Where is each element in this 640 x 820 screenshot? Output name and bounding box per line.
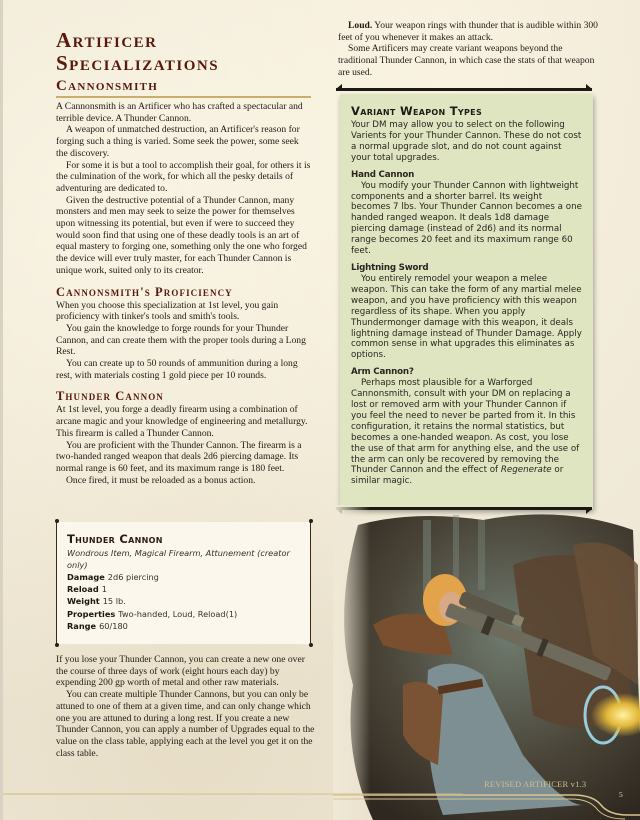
variant-name-arm-cannon: Arm Cannon? — [351, 367, 414, 378]
stat-value: Two-handed, Loud, Reload(1) — [118, 608, 238, 619]
stat-label: Reload — [67, 584, 99, 595]
stat-label: Properties — [67, 608, 116, 619]
loud-text: Your weapon rings with thunder that is audible within 300 feet of you whenever it makes an attack. — [338, 20, 598, 43]
cannonsmith-illustration — [333, 505, 640, 820]
stat-label: Damage — [67, 572, 105, 582]
section-title-cannonsmith: Cannonsmith — [56, 77, 311, 98]
thunder-cannon-stat-block — [56, 522, 311, 644]
stat-row-properties — [67, 608, 310, 620]
arm-cannon-text: Perhaps most plausible for a Warforged Cannonsmith, consult with your DM on replacing a lost or removed arm with your Thunder Cannon if you feel the need to never be parted from it. In this configuration, it retains the normal statistics, but becomes a one-handed weapon. As cost, you lose the use of that arm for anything else, and the use of the arm can only be recovered by removing the Thunder Cannon and the effect of — [351, 378, 580, 476]
heading-proficiency: Cannonsmith's Proficiency — [56, 284, 233, 299]
stat-label: Weight — [67, 596, 100, 607]
corner-pin-icon — [309, 519, 313, 523]
stat-block-subtitle: Wondrous Item, Magical Firearm, Attunement (creator only) — [67, 548, 290, 570]
corner-pin-icon — [55, 643, 59, 647]
page-number: 5 — [619, 790, 623, 799]
stat-value: 1 — [101, 584, 107, 595]
intro-paragraph: A weapon of unmatched destruction, an Artificer's reason for forging such a thing is varied. Some seek the power, some seek the discovery. — [56, 124, 300, 159]
left-column — [56, 30, 311, 486]
page-title-line2: Specializations — [56, 51, 220, 75]
thunder-cannon-paragraph: Once fired, it must be reloaded as a bonus action. — [66, 474, 256, 486]
variant-text-lightning-sword: You entirely remodel your weapon a melee weapon. This can take the form of any martial melee weapon, and you have proficiency with this weapon regardless of its shape. When you apply Thundermonger damage with this weapon, it deals lightning damage instead of Thunder Damage. Apply common sense in what upgrades this eliminates as options. — [351, 273, 582, 361]
stat-row-weight — [67, 595, 310, 607]
loud-label: Loud. — [348, 20, 373, 31]
intro-section — [56, 101, 311, 277]
note-heading: Variant Weapon Types — [351, 104, 483, 118]
thunder-cannon-paragraph: At 1st level, you forge a deadly firearm using a combination of arcane magic and your knowledge of engineering and metallurgy. This firearm is called a Thunder Cannon. — [56, 404, 308, 439]
stat-row-range — [67, 620, 310, 632]
intro-paragraph: Given the destructive potential of a Thunder Cannon, many monsters and men may seek to seize the power for themselves upon witnessing its potential, but even if were to succeed they would soon find that using one of these deadly tools is an art of equal mastery to forging one, something only the one who forged the device will ever truly master, for each Thunder Cannon is unique work, suited only to its creator. — [56, 194, 307, 276]
variant-name-lightning-sword: Lightning Sword — [351, 262, 429, 273]
footer-rule — [3, 793, 463, 795]
corner-pin-icon — [55, 519, 59, 523]
body-paragraph: If you lose your Thunder Cannon, you can create a new one over the course of three days of work (eight hours each day) by expending 200 gp worth of metal and other raw materials. — [56, 654, 305, 689]
heading-thunder-cannon: Thunder Cannon — [56, 389, 164, 404]
variant-intro-paragraph: Some Artificers may create variant weapons beyond the traditional Thunder Cannon, in which case the stats of that weapon are used. — [338, 43, 595, 78]
stat-value: 2d6 piercing — [107, 572, 159, 582]
stat-block-name: Thunder Cannon — [67, 532, 163, 546]
proficiency-paragraph: When you choose this specialization at 1st level, you gain proficiency with tinker's tools and smith's tools. — [56, 299, 279, 323]
body-paragraph: You can create multiple Thunder Cannons, but you can only be attuned to one of them at a given time, and can only change which one you are attuned to during a long rest. If you create a new Thunder Cannon, you can apply a number of Upgrades equal to the value on the class table, applying each at the level you get it on the class table. — [56, 689, 315, 759]
artwork-svg — [333, 505, 640, 820]
intro-paragraph: For some it is but a tool to accomplish their goal, for others it is the culmination of the work, for which all the pesky details of adventuring are dedicated to. — [56, 159, 311, 194]
corner-pin-icon — [309, 643, 313, 647]
note-corner-icon — [586, 84, 592, 89]
intro-paragraph: A Cannonsmith is an Artificer who has crafted a spectacular and terrible device. A Thunder Cannon. — [56, 101, 303, 124]
stat-value: 15 lb. — [102, 596, 126, 607]
proficiency-paragraph: You gain the knowledge to forge rounds for your Thunder Cannon, and can create them with the proper tools during a Long Rest. — [56, 322, 306, 358]
variant-text-arm-cannon — [351, 378, 583, 487]
variant-text-hand-cannon: You modify your Thunder Cannon with lightweight components and a shorter barrel. Its weight becomes 7 lbs. Your Thunder Cannon becomes a one handed ranged weapon. It deals 1d8 damage piercing damage (instead of 2d6) and its normal range becomes 20 feet and its maximum range 60 feet. — [351, 180, 582, 257]
after-stat-block-section — [56, 654, 318, 759]
regenerate-spell-name: Regenerate — [500, 465, 552, 476]
right-column — [338, 20, 600, 79]
stat-value: 60/180 — [99, 620, 128, 631]
arm-cannon-text-end: or similar magic. — [351, 465, 564, 487]
footer-title: REVISED ARTIFICER v1.3 — [484, 779, 587, 789]
variant-weapon-types-note — [340, 94, 593, 509]
stat-row-reload — [67, 583, 310, 595]
loud-paragraph — [338, 20, 600, 43]
proficiency-paragraph: You can create up to 50 rounds of ammunition during a long rest, with materials costing 1 gold piece per 10 rounds. — [56, 358, 298, 381]
note-corner-icon — [336, 84, 342, 89]
note-intro: Your DM may allow you to select on the following Varients for your Thunder Cannon. These do not cost a normal upgrade slot, and do not count against your total upgrades. — [351, 120, 582, 163]
variant-name-hand-cannon: Hand Cannon — [351, 169, 415, 180]
page-title-line1: Artificer — [56, 28, 158, 52]
thunder-cannon-paragraph: You are proficient with the Thunder Cannon. The firearm is a two-handed ranged weapon that deals 2d6 piercing damage. Its normal range is 60 feet, and its maximum range is 180 feet. — [56, 439, 302, 474]
stat-label: Range — [67, 620, 97, 631]
stat-row-damage — [67, 571, 310, 583]
note-top-border — [336, 88, 592, 91]
